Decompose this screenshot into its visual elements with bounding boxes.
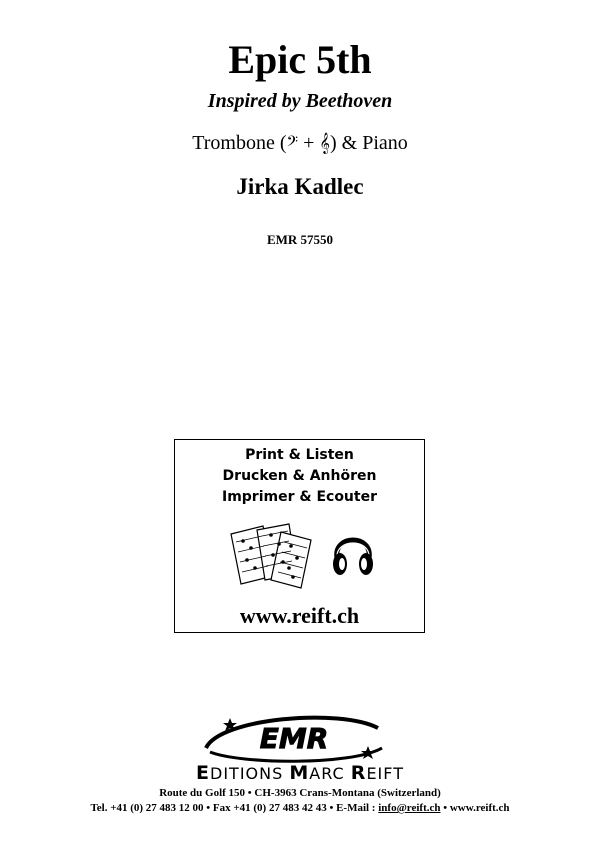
publisher-name-initial-r: R: [350, 762, 367, 784]
instrumentation-plus: +: [298, 132, 320, 154]
title: Epic 5th: [228, 37, 372, 82]
sheet-music-icon: [227, 522, 317, 590]
instrumentation-prefix: Trombone (: [192, 132, 287, 154]
instrumentation: [0, 130, 600, 157]
email-link[interactable]: info@reift.ch: [378, 802, 441, 814]
publisher-name-part-2: ARC: [309, 764, 351, 783]
publisher-contact: [0, 801, 600, 815]
contact-phone-fax: Tel. +41 (0) 27 483 12 00 • Fax +41 (0) 27 483 42 43 • E-Mail :: [90, 802, 379, 814]
publisher-name-initial-e: E: [196, 762, 210, 784]
emr-logo: [200, 712, 390, 764]
promo-line-german: Drucken & Anhören: [222, 468, 377, 484]
catalog-number: EMR 57550: [266, 232, 334, 247]
publisher-address: Route du Golf 150 • CH-3963 Crans-Montana (Switzerland): [159, 787, 441, 799]
print-listen-box: [174, 439, 425, 633]
instrumentation-suffix: ) & Piano: [330, 132, 408, 154]
bass-clef-icon: 𝄢: [286, 133, 299, 154]
promo-line-english: Print & Listen: [245, 447, 354, 463]
composer: Jirka Kadlec: [236, 174, 364, 199]
treble-clef-icon: 𝄞: [319, 133, 330, 154]
publisher-name-initial-m: M: [289, 762, 310, 784]
contact-website: • www.reift.ch: [440, 802, 510, 814]
promo-line-french: Imprimer & Ecouter: [221, 489, 377, 505]
logo-text: EMR: [259, 722, 329, 755]
website-url: www.reift.ch: [239, 603, 360, 628]
subtitle: Inspired by Beethoven: [207, 90, 393, 112]
publisher-name: [0, 763, 600, 784]
publisher-name-part-3: EIFT: [366, 764, 404, 783]
publisher-name-part-1: DITIONS: [210, 764, 290, 783]
headphones-icon: [329, 524, 377, 580]
